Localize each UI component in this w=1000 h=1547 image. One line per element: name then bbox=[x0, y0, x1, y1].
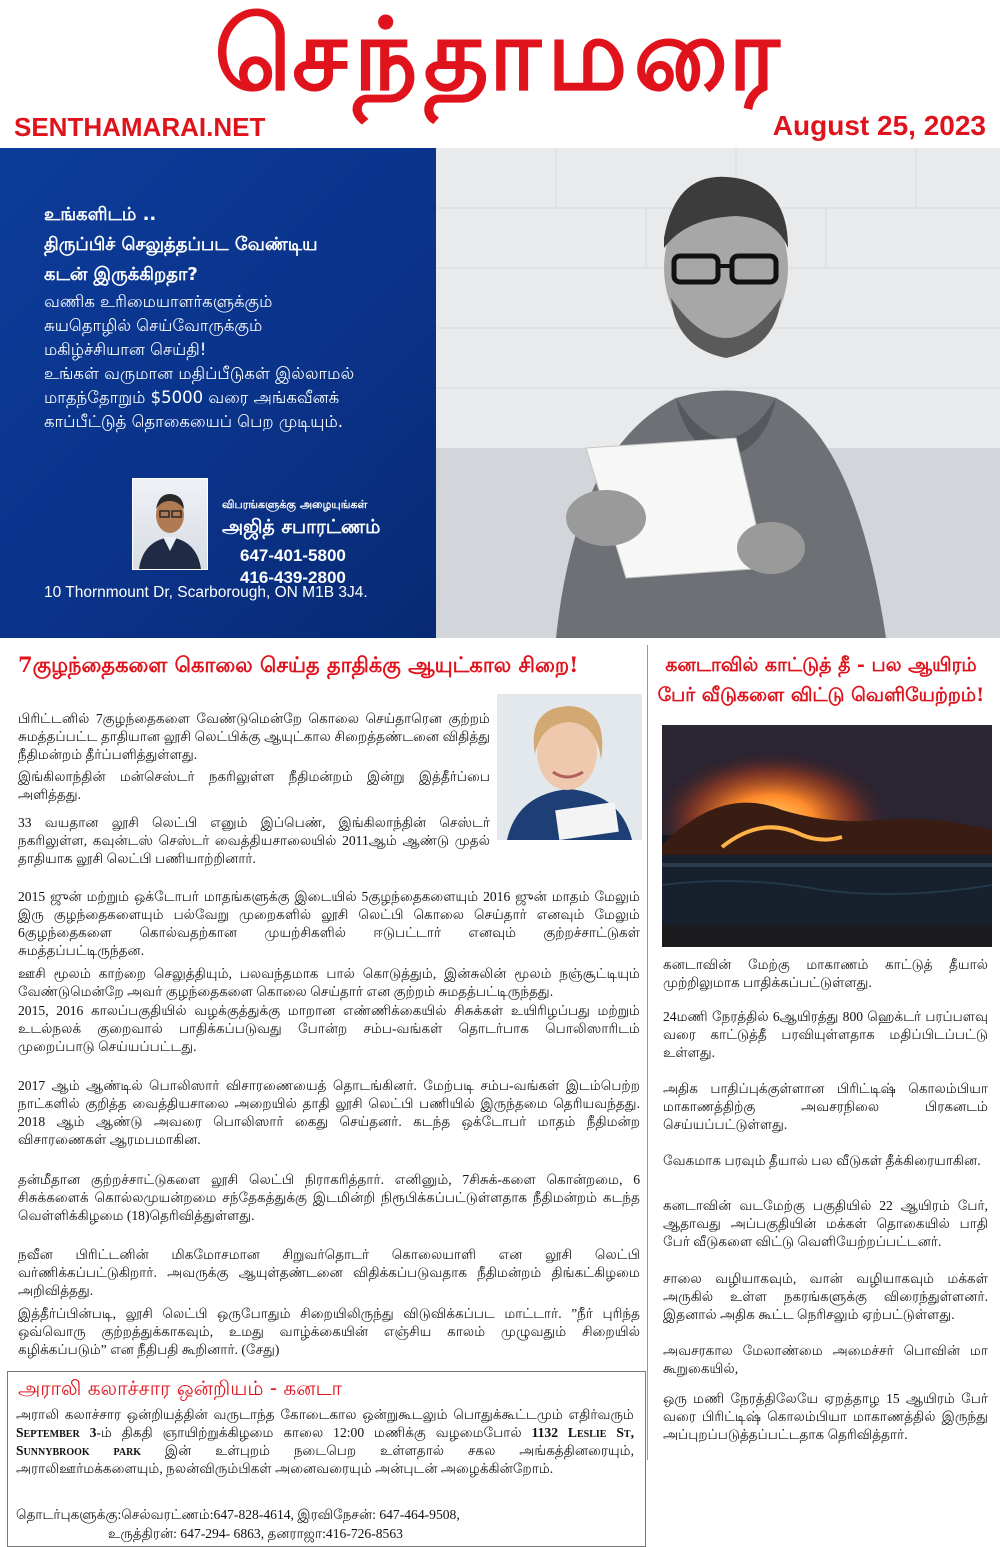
wildfire-photo-illustration bbox=[662, 725, 992, 947]
ad-line: வணிக உரிமையாளர்களுக்கும் bbox=[44, 292, 273, 311]
article-paragraph: ஊசி மூலம் காற்றை செலுத்தியும், பலவந்தமாக பால் கொடுத்தும், இன்சுலின் மூலம் நஞ்சூட்டியும் வேண்டுமென்றே அவர் குழந்தைகளை கொலை செய்தார் என குற்றம் சுமதத்பட்டிருந்தது. bbox=[18, 966, 640, 999]
article-paragraph: தன்மீதான குற்றச்சாட்டுகளை லூசி லெட்பி நிராகரித்தார். எனினும், 7சிசுக்-களை கொன்றமை, 6 சிசுக்களைக் கொல்லமுயன்றமை சந்தேகத்துக்கு இடமின்றி நிரூபிக்கப்பட்டுள்ளதாக நீதிமன்றம் கடந்த வெள்ளிக்கிழமை (18)தெரிவித்துள்ளது. bbox=[18, 1172, 640, 1223]
ad-line: மாதந்தோறும் $5000 வரை அங்கவீனக் bbox=[44, 388, 340, 407]
notice-text: -ம் திகதி ஞாயிற்றுக்கிழமை காலை 12:00 மணிக்கு வழமைபோல் bbox=[96, 1425, 532, 1440]
headline-line: கனடாவில் காட்டுத் தீ - பல ஆயிரம் bbox=[665, 654, 977, 676]
ad-call-label: விபரங்களுக்கு அழையுங்கள் bbox=[222, 498, 368, 511]
masthead bbox=[0, 0, 1000, 148]
article-paragraph: வேகமாக பரவும் தீயால் பல வீடுகள் தீக்கிரையாகின. bbox=[663, 1153, 981, 1168]
article-paragraph: ஒரு மணி நேரத்திலேயே ஏறத்தாழ 15 ஆயிரம் பேர் வரை பிரிட்டிஷ் கொலம்பியா மாகாணத்தில் இருந்து அப்புறப்படுத்தப்பட்டதாக தெரிவித்தார். bbox=[663, 1391, 988, 1442]
issue-date: August 25, 2023 bbox=[772, 110, 986, 141]
nurse-photo bbox=[497, 694, 642, 840]
ad-line: கடன் இருக்கிறதா? bbox=[44, 264, 198, 285]
notice-venue: 1132 Leslie St, Sunnybrook park bbox=[16, 1425, 634, 1458]
article-paragraph: 2017 ஆம் ஆண்டில் பொலிஸார் விசாரணையைத் தொடங்கினர். மேற்படி சம்ப-வங்கள் இடம்பெற்ற நாட்களில் குறித்த வைத்தியசாலை அறையில் தாதி லூசி லெட்பி பணியில் இருந்தமை தெரியவந்தது. 2018 ஆம் ஆண்டு அவரை பொலிஸார் கைது செய்தனர். கடந்த ஒக்டோபர் மாதம் நீதிமன்ற விசாரணைகள் ஆரமபமாகின. bbox=[18, 1078, 640, 1147]
article-paragraph: அவசரகால மேலாண்மை அமைச்சர் பொவின் மா கூறுகையில், bbox=[663, 1343, 988, 1376]
agent-portrait-illustration bbox=[133, 479, 207, 569]
man-reading-letter-illustration bbox=[436, 148, 1000, 638]
agent-address: 10 Thornmount Dr, Scarborough, ON M1B 3J4. bbox=[44, 584, 368, 601]
article-paragraph: நவீன பிரிட்டனின் மிகமோசமான சிறுவர்தொடர் கொலையாளி என லூசி லெட்பி வர்ணிக்கப்பட்டுகிறார். அவருக்கு ஆயுள்தண்டனை விதிக்கப்படுவதாக நீதிமன்றம் திங்கட்கிழமை அறிவித்தது. bbox=[18, 1247, 640, 1298]
notice-date: September 3 bbox=[16, 1425, 97, 1440]
notice-text: இன் உள்புறம் நடைபெற உள்ளதால் சகல அங்கத்தினரையும், அராலிஊர்மக்களையும், நலன்விரும்பிகள் அனைவரையும் அன்புடன் அழைக்கின்றோம். bbox=[16, 1443, 634, 1476]
notice-heading: அராலி கலாச்சார ஒன்றியம் - கனடா bbox=[18, 1376, 342, 1400]
notice-contacts: தொடர்புகளுக்கு:செல்வரட்ணம்:647-828-4614, இரவிநேசன்: 647-464-9508, bbox=[16, 1507, 460, 1522]
wildfire-photo bbox=[662, 725, 992, 947]
notice-body bbox=[16, 1406, 634, 1478]
headline-line: பேர் வீடுகளை விட்டு வெளியேற்றம்! bbox=[657, 684, 985, 706]
website-link[interactable]: SENTHAMARAI.NET bbox=[14, 112, 266, 142]
article-nurse-headline: 7குழந்தைகளை கொலை செய்த தாதிக்கு ஆயுட்கால சிறை! bbox=[18, 652, 579, 677]
ad-line: உங்கள் வருமான மதிப்பீடுகள் இல்லாமல் bbox=[44, 364, 355, 383]
article-paragraph: அதிக பாதிப்புக்குள்ளான பிரிட்டிஷ் கொலம்பியா மாகாணத்திற்கு அவசரநிலை பிரகனடம் செய்யப்பட்டுள்ளது. bbox=[663, 1081, 988, 1132]
article-wildfire-headline bbox=[652, 650, 990, 710]
agent-phone-2[interactable]: 416-439-2800 bbox=[240, 568, 346, 587]
agent-phone-1[interactable]: 647-401-5800 bbox=[240, 546, 346, 565]
newspaper-title: செந்தாமரை bbox=[214, 0, 786, 113]
ad-line: உங்களிடம் .. bbox=[44, 204, 157, 225]
nurse-photo-illustration bbox=[497, 694, 642, 840]
ad-copy bbox=[44, 200, 424, 434]
ad-line: மகிழ்ச்சியான செய்தி! bbox=[44, 340, 207, 359]
agent-name: அஜித் சபாரட்ணம் bbox=[222, 516, 381, 538]
notice-text: அராலி கலாச்சார ஒன்றியத்தின் வருடாந்த கோடைகால ஒன்றுகூடலும் பொதுக்கூட்டமும் எதிர்வரும் bbox=[16, 1407, 634, 1422]
ad-line: காப்பீட்டுத் தொகையைப் பெற முடியும். bbox=[44, 412, 343, 431]
article-paragraph: பிரிட்டனில் 7குழந்தைகளை வேண்டுமென்றே கொலை செய்தாரென குற்றம் சுமத்தப்பட்ட தாதியான லூசி லெட்பிக்கு ஆயுட்கால சிறைத்தண்டனை விதித்து நீதிமன்றம் தீர்ப்பளித்துள்ளது. bbox=[18, 711, 490, 762]
notice-contacts: உருத்திரன்: 647-294- 6863, தனராஜா:416-726-8563 bbox=[108, 1526, 403, 1541]
article-paragraph: சாலை வழியாகவும், வான் வழியாகவும் மக்கள் அருகில் உள்ள நகரங்களுக்கு விரைந்துள்ளனர். இதனால் அதிக கூட்ட நெரிசலும் ஏற்பட்டுள்ளது. bbox=[663, 1271, 988, 1322]
article-paragraph: 33 வயதான லூசி லெட்பி எனும் இப்பெண், இங்கிலாந்தின் செஸ்டர் நகரிலுள்ள, கவுன்டஸ் செஸ்டர் வைத்தியசாலையில் 2011ஆம் ஆண்டு முதல் தாதியாக லூசி லெட்பி பணியாற்றினார். bbox=[18, 815, 490, 866]
article-paragraph: இத்தீர்ப்பின்படி, லூசி லெட்பி ஒருபோதும் சிறையிலிருந்து விடுவிக்கப்பட மாட்டார். ”நீர் புரிந்த ஒவ்வொரு குற்றத்துக்காகவும், உமது வாழ்க்கையின் எஞ்சிய காலம் முழுவதும் சிறையில் கழிக்கப்படும்” என நீதிபதி கூறினார். (சேது) bbox=[18, 1306, 640, 1357]
column-divider bbox=[647, 645, 648, 1460]
ad-line: சுயதொழில் செய்வோருக்கும் bbox=[44, 316, 263, 335]
article-paragraph: 24மணி நேரத்தில் 6ஆயிரத்து 800 ஹெக்டர் பரப்பளவு வரை காட்டுத்தீ பரவியுள்ளதாக மதிப்பிடப்பட்டு உள்ளது. bbox=[663, 1009, 988, 1060]
community-notice-box bbox=[7, 1371, 646, 1547]
article-paragraph: 2015, 2016 காலப்பகுதியில் வழக்குத்துக்கு மாறான எண்ணிக்கையில் சிசுக்கள் உயிரிழப்பது மற்றும் உடல்நலக் குறைவால் பாதிக்கப்படுவது போன்ற சம்ப-வங்கள் தொடர்பாக பொலிஸாரிடம் முறைப்பாடு செய்யப்பட்டது. bbox=[18, 1003, 640, 1054]
ad-line: திருப்பிச் செலுத்தப்பட வேண்டிய bbox=[44, 234, 318, 255]
article-paragraph: கனடாவின் மேற்கு மாகாணம் காட்டுத் தீயால் முற்றிலுமாக பாதிக்கப்பட்டுள்ளது. bbox=[663, 957, 988, 990]
article-paragraph: 2015 ஜுன் மற்றும் ஒக்டோபர் மாதங்களுக்கு இடையில் 5குழந்தைகளையும் 2016 ஜுன் மாதம் மேலும் இரு குழந்தைகளையும் பல்வேறு முறைகளில் லூசி லெட்பி கொலை செய்தார் எனவும் மேலும் 6குழந்தைகளை கொல்வதற்கான முயற்சிகளில் ஈடுபட்டார் எனவும் குற்றச்சாட்டுகள் சுமத்தப்பட்டிருந்தன. bbox=[18, 889, 640, 958]
ad-photo-man-reading-letter bbox=[436, 148, 1000, 638]
article-paragraph: இங்கிலாந்தின் மன்செஸ்டர் நகரிலுள்ள நீதிமன்றம் இன்று இத்தீர்ப்பை அளித்தது. bbox=[18, 769, 490, 802]
article-paragraph: கனடாவின் வடமேற்கு பகுதியில் 22 ஆயிரம் பேர், ஆதாவது அப்பகுதியின் மக்கள் தொகையில் பாதி பேர் வீடுகளை விட்டு வெளியேற்றப்பட்டனர். bbox=[663, 1198, 988, 1249]
insurance-advertisement bbox=[0, 148, 1000, 638]
agent-portrait bbox=[132, 478, 208, 570]
